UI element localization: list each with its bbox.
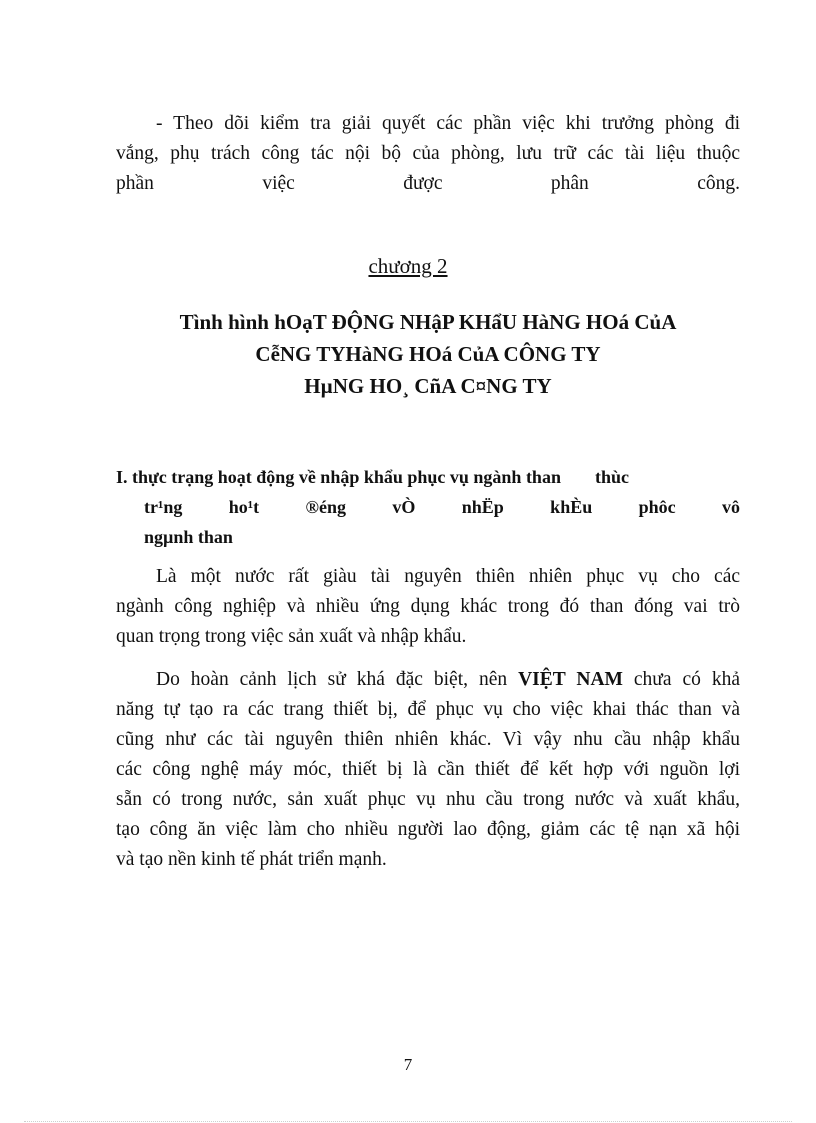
country-name: VIỆT NAM xyxy=(518,669,623,690)
page-number: 7 xyxy=(403,1055,413,1074)
paragraph-3-line-2: năng tự tạo ra các trang thiết bị, để phục vụ cho việc khai thác than và xyxy=(116,699,740,720)
intro-paragraph xyxy=(116,109,740,199)
section-heading-main: I. thực trạng hoạt động về nhập khẩu phục vụ ngành than xyxy=(116,467,561,487)
intro-line-2: vắng, phụ trách công tác nội bộ của phòng, lưu trữ các tài liệu thuộc xyxy=(116,143,740,164)
paragraph-3-line-1-after: chưa có khả xyxy=(633,669,741,690)
title-line-1: Tình hình hOạT ĐỘNG NHậP KHẩU HàNG HOá CủA xyxy=(179,310,677,334)
title-line-3: HµNG HO¸ CñA C¤NG TY xyxy=(304,374,552,398)
section-heading xyxy=(116,462,740,552)
paragraph-2-line-1: Là một nước rất giàu tài nguyên thiên nhiên phục vụ cho các xyxy=(156,566,740,587)
intro-line-1: - Theo dõi kiểm tra giải quyết các phần việc khi trưởng phòng đi xyxy=(156,113,740,134)
section-heading-line-3: ngµnh than xyxy=(144,527,233,547)
intro-line-3: phần việc được phân công. xyxy=(116,173,740,194)
chapter-title xyxy=(100,306,756,402)
paragraph-3-line-1-before: Do hoàn cảnh lịch sử khá đặc biệt, nên xyxy=(156,669,508,690)
chapter-heading: chương 2 xyxy=(368,254,448,278)
paragraph-3-line-4: các công nghệ máy móc, thiết bị là cần thiết để kết hợp với nguồn lợi xyxy=(116,759,740,780)
paragraph-3-line-7: và tạo nền kinh tế phát triển mạnh. xyxy=(116,849,387,870)
section-heading-line-1 xyxy=(116,462,740,492)
title-line-2: CễNG TYHàNG HOá CủA CÔNG TY xyxy=(255,342,601,366)
paragraph-3 xyxy=(116,665,740,875)
paragraph-3-line-6: tạo công ăn việc làm cho nhiều người lao động, giảm các tệ nạn xã hội xyxy=(116,819,740,840)
paragraph-2 xyxy=(116,562,740,652)
paragraph-3-line-5: sẵn có trong nước, sản xuất phục vụ nhu cầu trong nước và xuất khẩu, xyxy=(116,789,740,810)
section-heading-tail: thùc xyxy=(594,467,629,487)
page-bottom-divider xyxy=(24,1121,792,1122)
paragraph-2-line-3: quan trọng trong việc sản xuất và nhập khẩu. xyxy=(116,626,467,647)
section-heading-line-2: tr¹ng ho¹t ®éng vÒ nhËp khÈu phôc vô xyxy=(144,497,740,517)
paragraph-2-line-2: ngành công nghiệp và nhiều ứng dụng khác trong đó than đóng vai trò xyxy=(116,596,740,617)
paragraph-3-line-3: cũng như các tài nguyên thiên nhiên khác. Vì vậy nhu cầu nhập khẩu xyxy=(116,729,740,750)
paragraph-3-line-1 xyxy=(116,665,740,695)
